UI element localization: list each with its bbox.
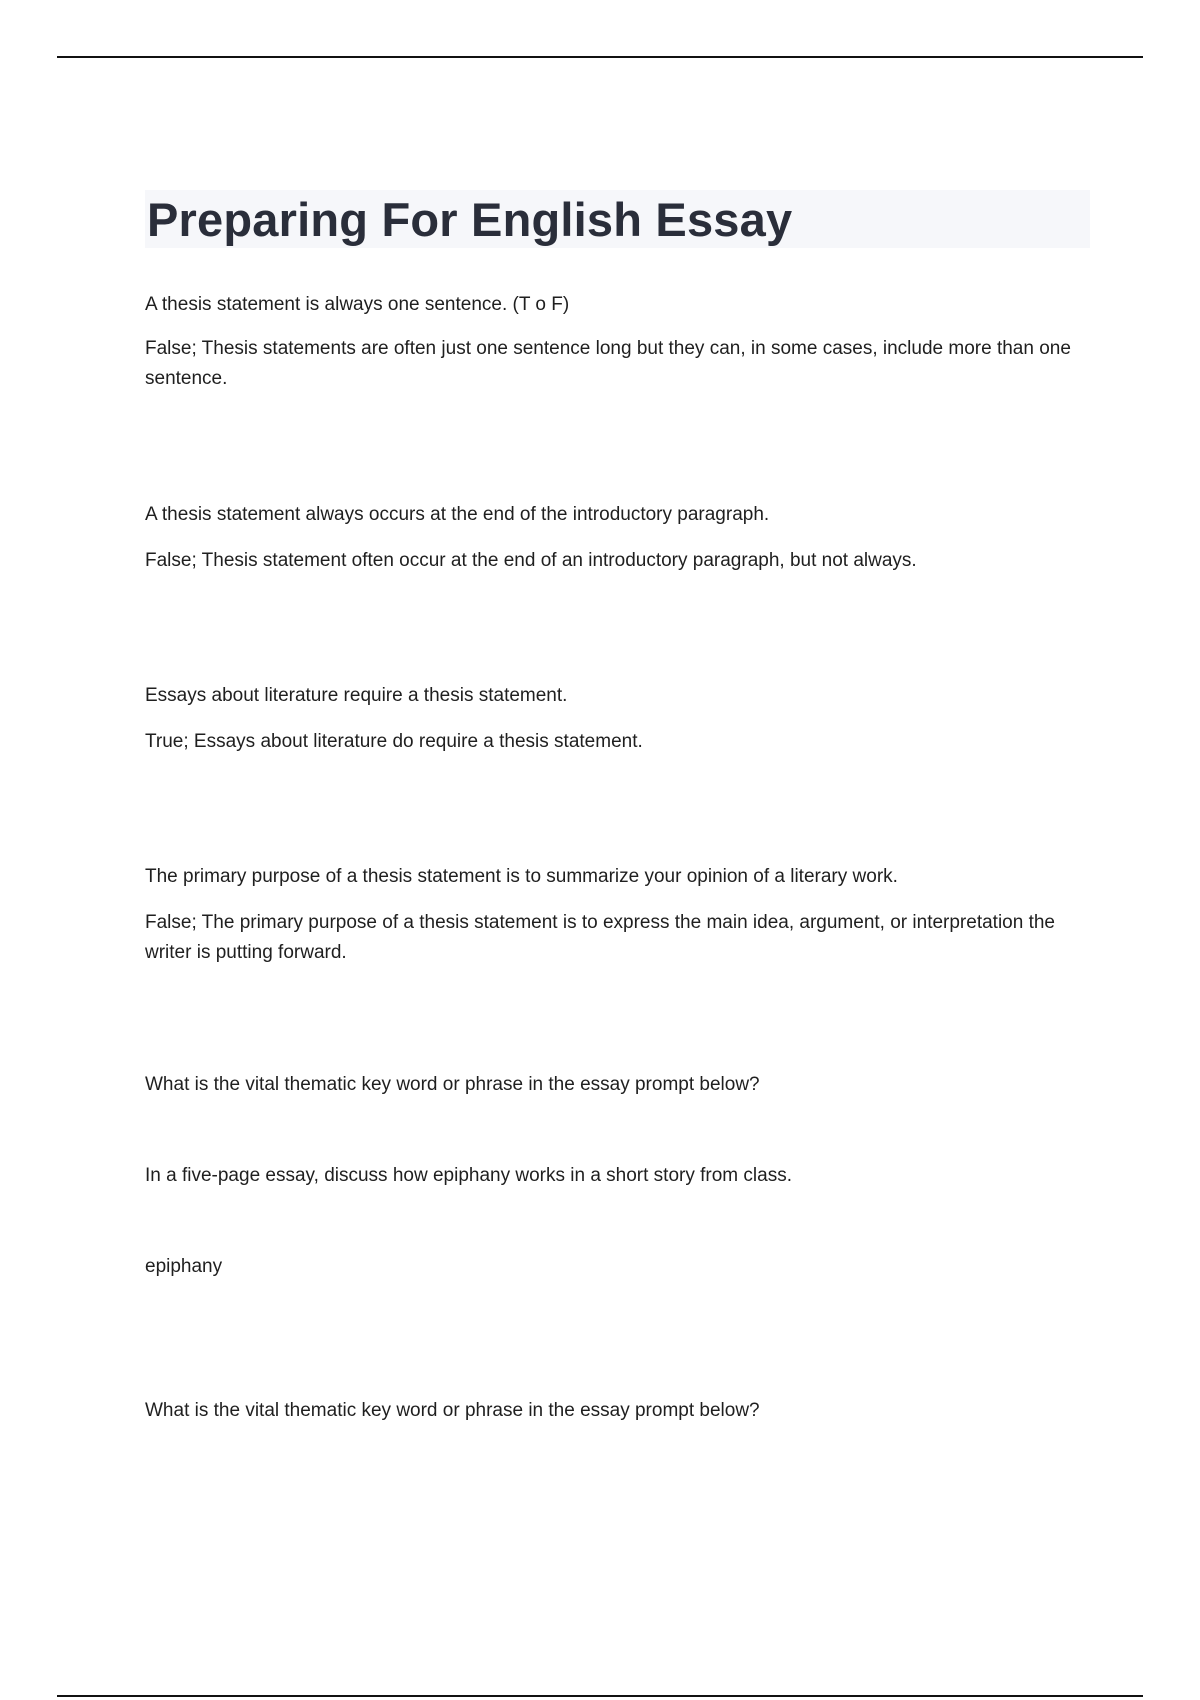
question-6: What is the vital thematic key word or phrase in the essay prompt below? [145, 1400, 760, 1421]
document-body [145, 190, 1090, 1421]
answer-3: True; Essays about literature do require a thesis statement. [145, 731, 643, 752]
question-2: A thesis statement always occurs at the end of the introductory paragraph. [145, 504, 770, 525]
footer-rule [57, 1695, 1143, 1697]
answer-1: False; Thesis statements are often just one sentence long but they can, in some cases, include more than one sentence. [145, 338, 1071, 389]
question-3: Essays about literature require a thesis statement. [145, 685, 568, 706]
answer-5: epiphany [145, 1256, 223, 1277]
header-rule [57, 56, 1143, 58]
answer-2: False; Thesis statement often occur at the end of an introductory paragraph, but not always. [145, 550, 917, 571]
essay-prompt-5: In a five-page essay, discuss how epiphany works in a short story from class. [145, 1165, 792, 1186]
question-5: What is the vital thematic key word or phrase in the essay prompt below? [145, 1074, 760, 1095]
answer-4: False; The primary purpose of a thesis statement is to express the main idea, argument, or interpretation the writer is putting forward. [145, 912, 1055, 963]
page-title: Preparing For English Essay [147, 192, 793, 246]
question-4: The primary purpose of a thesis statement is to summarize your opinion of a literary work. [145, 866, 898, 887]
title-banner [145, 190, 1090, 248]
question-1: A thesis statement is always one sentence. (T o F) [145, 294, 570, 315]
